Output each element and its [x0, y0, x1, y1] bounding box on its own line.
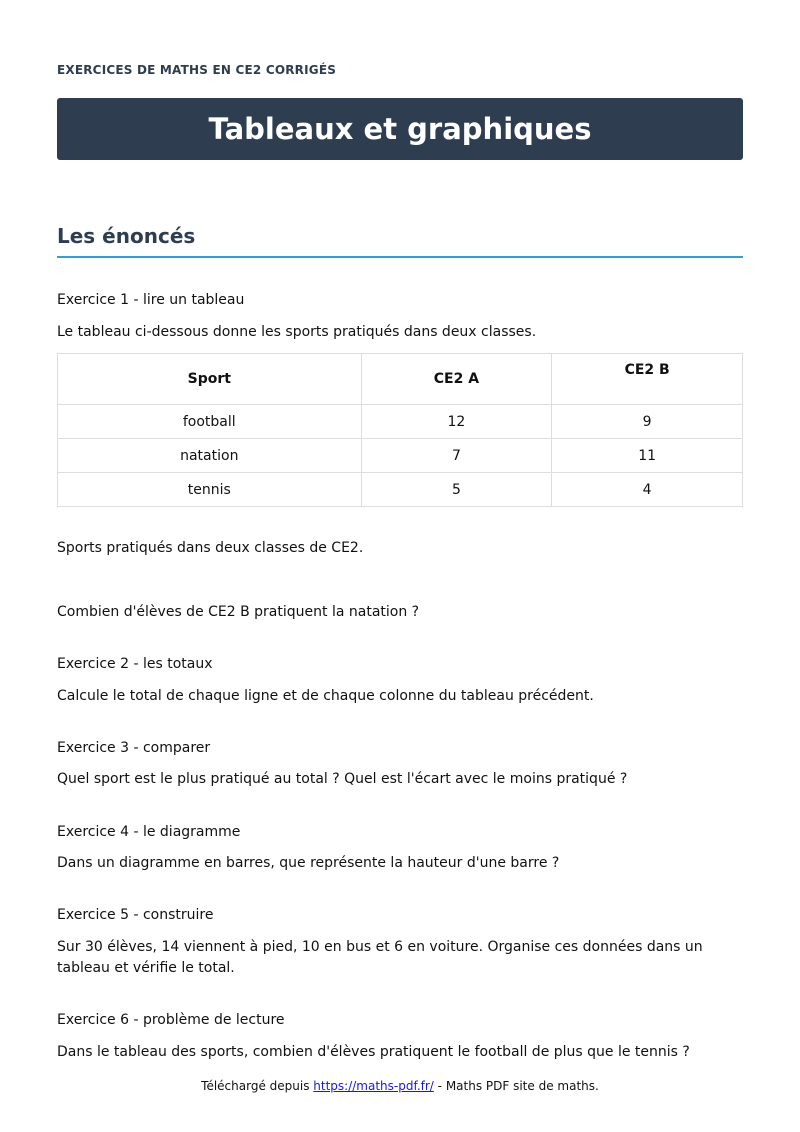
section-heading [57, 224, 743, 258]
footer-prefix: Téléchargé depuis [201, 1079, 310, 1093]
document-kicker: EXERCICES DE MATHS EN CE2 CORRIGÉS [57, 63, 337, 77]
exercise-1-intro: Le tableau ci-dessous donne les sports pratiqués dans deux classes. [57, 324, 537, 340]
table-row [58, 473, 743, 507]
table-header-cell: CE2 B [552, 354, 743, 405]
exercise-5-text-line-1: Sur 30 élèves, 14 viennent à pied, 10 en bus et 6 en voiture. Organise ces données dans un [57, 939, 703, 955]
exercise-2-text: Calcule le total de chaque ligne et de chaque colonne du tableau précédent. [57, 688, 594, 704]
title-banner [57, 98, 743, 160]
exercise-3-text: Quel sport est le plus pratiqué au total ? Quel est l'écart avec le moins pratiqué ? [57, 771, 628, 787]
table-cell: football [58, 405, 362, 439]
footer-link[interactable]: https://maths-pdf.fr/ [313, 1079, 434, 1093]
page-footer [0, 1079, 800, 1093]
table-cell: 7 [361, 439, 552, 473]
table-caption: Sports pratiqués dans deux classes de CE2. [57, 540, 364, 556]
exercise-1-title: Exercice 1 - lire un tableau [57, 292, 245, 308]
table-header-cell: CE2 A [361, 354, 552, 405]
exercise-5-title: Exercice 5 - construire [57, 907, 214, 923]
table-cell: 4 [552, 473, 743, 507]
exercise-2-title: Exercice 2 - les totaux [57, 656, 213, 672]
table-cell: natation [58, 439, 362, 473]
exercise-6-title: Exercice 6 - problème de lecture [57, 1012, 285, 1028]
section-title: Les énoncés [57, 224, 196, 248]
exercise-1-question: Combien d'élèves de CE2 B pratiquent la natation ? [57, 604, 420, 620]
table-cell: 12 [361, 405, 552, 439]
table-cell: tennis [58, 473, 362, 507]
exercise-6-text: Dans le tableau des sports, combien d'élèves pratiquent le football de plus que le tennis ? [57, 1044, 690, 1060]
table-row [58, 439, 743, 473]
table-cell: 9 [552, 405, 743, 439]
exercise-3-title: Exercice 3 - comparer [57, 740, 211, 756]
page-title: Tableaux et graphiques [208, 112, 592, 146]
footer-suffix: - Maths PDF site de maths. [437, 1079, 599, 1093]
table-header-row [58, 354, 743, 405]
table-row [58, 405, 743, 439]
table-cell: 11 [552, 439, 743, 473]
exercise-4-title: Exercice 4 - le diagramme [57, 824, 241, 840]
exercise-4-text: Dans un diagramme en barres, que représente la hauteur d'une barre ? [57, 855, 560, 871]
table-header-cell: Sport [58, 354, 362, 405]
table-cell: 5 [361, 473, 552, 507]
sports-table [57, 353, 743, 507]
exercise-5-text-line-2: tableau et vérifie le total. [57, 960, 235, 976]
